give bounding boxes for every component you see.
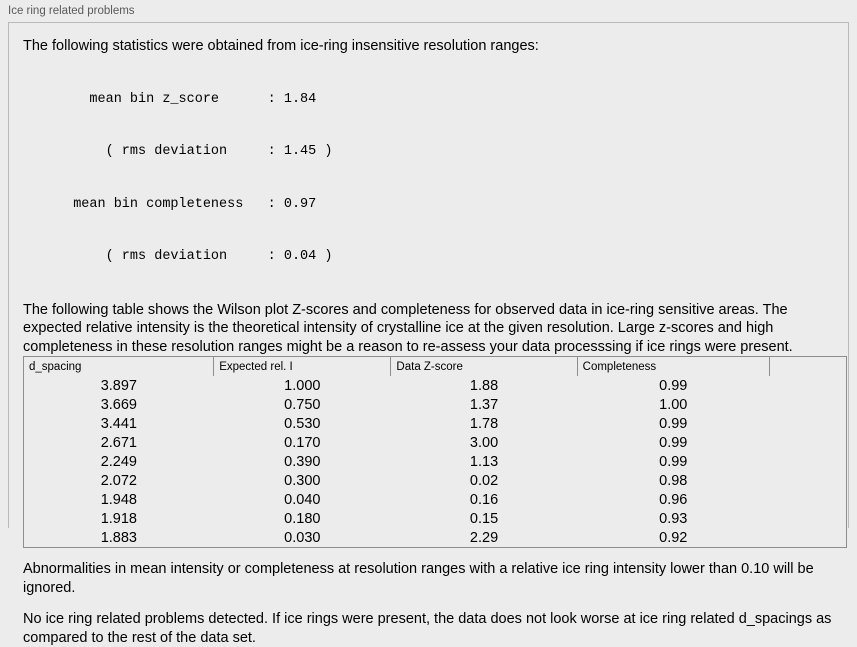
cell-data-z-score: 1.88 xyxy=(391,376,577,395)
cell-completeness: 0.92 xyxy=(577,528,769,548)
column-header-expected-rel-i[interactable]: Expected rel. I xyxy=(214,357,391,377)
cell-data-z-score: 1.13 xyxy=(391,452,577,471)
cell-d-spacing: 1.918 xyxy=(24,509,214,528)
cell-completeness: 0.99 xyxy=(577,433,769,452)
cell-expected-rel-i: 0.300 xyxy=(214,471,391,490)
cell-data-z-score: 2.29 xyxy=(391,528,577,548)
conclusion-note: No ice ring related problems detected. If ice rings were present, the data does not look worse at ice ring related d_spacings as compared to the rest of the data set. xyxy=(23,611,832,646)
cell-d-spacing: 2.671 xyxy=(24,433,214,452)
table-row[interactable] xyxy=(24,414,847,433)
stat-line: ( rms deviation : 1.45 ) xyxy=(57,144,333,159)
cell-extra xyxy=(769,471,846,490)
cell-expected-rel-i: 0.030 xyxy=(214,528,391,548)
stat-line: mean bin completeness : 0.97 xyxy=(57,196,317,212)
cell-completeness: 1.00 xyxy=(577,395,769,414)
ice-ring-report-panel xyxy=(8,22,849,646)
cell-extra xyxy=(769,376,846,395)
stat-line: mean bin z_score : 1.84 xyxy=(57,91,317,107)
table-row[interactable] xyxy=(24,395,847,414)
cell-d-spacing: 3.441 xyxy=(24,414,214,433)
cell-data-z-score: 1.37 xyxy=(391,395,577,414)
statistics-block xyxy=(57,56,834,301)
cell-completeness: 0.98 xyxy=(577,471,769,490)
cell-extra xyxy=(769,528,846,548)
cell-expected-rel-i: 1.000 xyxy=(214,376,391,395)
cell-extra xyxy=(769,414,846,433)
table-header-row xyxy=(24,357,847,377)
cell-d-spacing: 1.883 xyxy=(24,528,214,548)
table-body xyxy=(24,376,847,548)
cell-expected-rel-i: 0.040 xyxy=(214,490,391,509)
cell-d-spacing: 1.948 xyxy=(24,490,214,509)
cell-data-z-score: 3.00 xyxy=(391,433,577,452)
table-row[interactable] xyxy=(24,528,847,548)
cell-d-spacing: 3.669 xyxy=(24,395,214,414)
table-row[interactable] xyxy=(24,376,847,395)
table-description-text: The following table shows the Wilson plot Z-scores and completeness for observed data in ice-ring sensitive areas. The expected relative intensity is the theoretical intensity of crystalline ice at the given resolution. Large z-scores and high completeness in these resolution ranges might be a reason to re-assess your data processsing if ice rings were present. xyxy=(23,301,793,355)
table-row[interactable] xyxy=(24,490,847,509)
stat-line: ( rms deviation : 0.04 ) xyxy=(57,249,333,264)
cell-expected-rel-i: 0.180 xyxy=(214,509,391,528)
cell-extra xyxy=(769,490,846,509)
notes-section xyxy=(23,560,834,647)
cell-extra xyxy=(769,509,846,528)
cell-expected-rel-i: 0.170 xyxy=(214,433,391,452)
cell-expected-rel-i: 0.530 xyxy=(214,414,391,433)
cell-data-z-score: 0.02 xyxy=(391,471,577,490)
abnormalities-note: Abnormalities in mean intensity or completeness at resolution ranges with a relative ice ring intensity lower than 0.10 will be ignored. xyxy=(23,561,814,596)
table-row[interactable] xyxy=(24,452,847,471)
cell-data-z-score: 1.78 xyxy=(391,414,577,433)
column-header-completeness[interactable]: Completeness xyxy=(577,357,769,377)
cell-completeness: 0.99 xyxy=(577,376,769,395)
cell-d-spacing: 3.897 xyxy=(24,376,214,395)
column-header-extra[interactable] xyxy=(769,357,846,377)
cell-completeness: 0.93 xyxy=(577,509,769,528)
intro-text: The following statistics were obtained from ice-ring insensitive resolution ranges: xyxy=(23,38,539,54)
cell-extra xyxy=(769,395,846,414)
panel-title: Ice ring related problems xyxy=(0,0,857,22)
cell-extra xyxy=(769,433,846,452)
cell-expected-rel-i: 0.390 xyxy=(214,452,391,471)
cell-completeness: 0.96 xyxy=(577,490,769,509)
table-row[interactable] xyxy=(24,433,847,452)
cell-data-z-score: 0.15 xyxy=(391,509,577,528)
cell-d-spacing: 2.249 xyxy=(24,452,214,471)
table-row[interactable] xyxy=(24,471,847,490)
cell-d-spacing: 2.072 xyxy=(24,471,214,490)
cell-completeness: 0.99 xyxy=(577,452,769,471)
cell-completeness: 0.99 xyxy=(577,414,769,433)
cell-data-z-score: 0.16 xyxy=(391,490,577,509)
table-row[interactable] xyxy=(24,509,847,528)
column-header-d-spacing[interactable]: d_spacing xyxy=(24,357,214,377)
cell-expected-rel-i: 0.750 xyxy=(214,395,391,414)
column-header-data-z-score[interactable]: Data Z-score xyxy=(391,357,577,377)
cell-extra xyxy=(769,452,846,471)
ice-ring-table xyxy=(23,356,847,548)
